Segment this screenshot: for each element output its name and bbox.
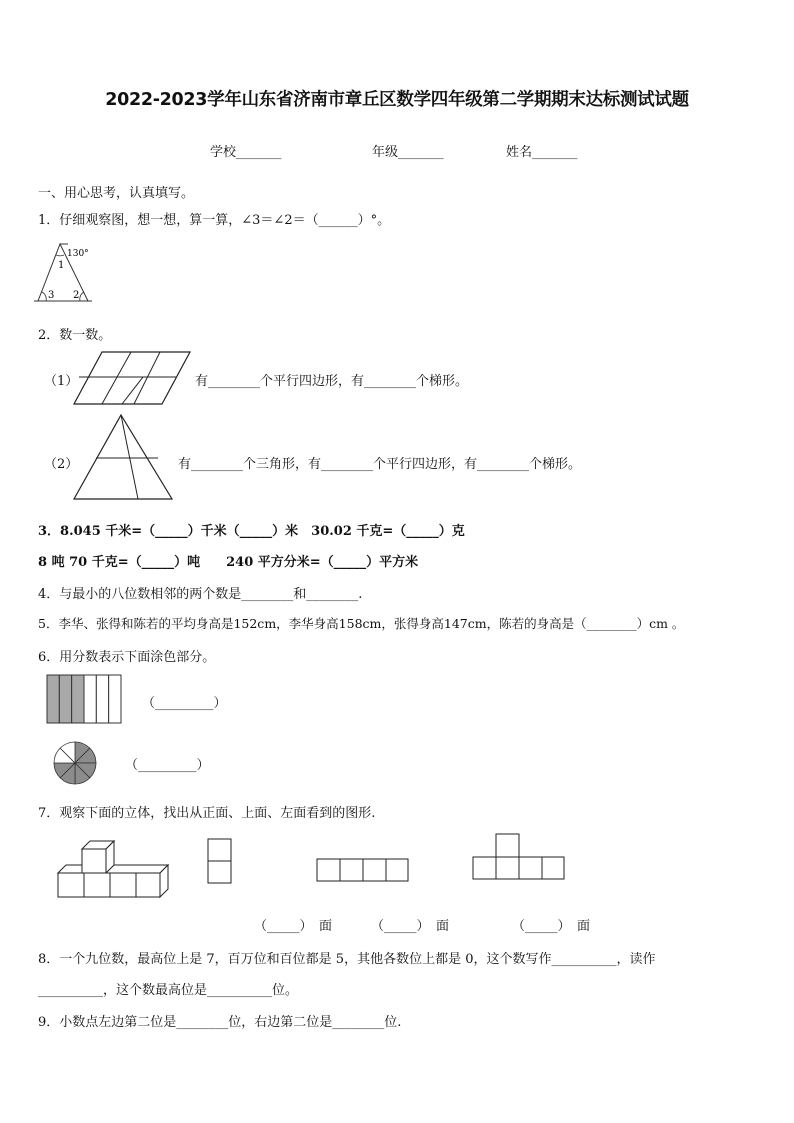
question-3-line-2: 8 吨 70 千克=（_____）吨 240 平方分米=（_____）平方米 <box>38 555 419 570</box>
question-8-line-2: __________，这个数最高位是__________位。 <box>38 983 299 998</box>
school-field: 学校_______ <box>210 145 282 160</box>
blank-strip <box>109 675 121 723</box>
angle-3-label: 3 <box>48 290 55 301</box>
question-6: 6．用分数表示下面涂色部分。 <box>38 650 216 665</box>
page-title: 2022-2023学年山东省济南市章丘区数学四年级第二学期期末达标测试试题 <box>105 90 689 110</box>
question-8-line-1: 8．一个九位数，最高位上是 7，百万位和百位都是 5，其他各数位上都是 0，这个数写作__________，读作 <box>38 952 656 967</box>
question-1: 1．仔细观察图，想一想，算一算，∠3＝∠2＝（______）°。 <box>38 213 391 228</box>
q2-part1-text: 有________个平行四边形，有________个梯形。 <box>195 374 469 389</box>
angle-1-label: 1 <box>58 260 65 271</box>
shaded-circle-figure <box>52 740 98 786</box>
q2-part2-label: （2） <box>44 457 79 472</box>
question-7: 7．观察下面的立体，找出从正面、上面、左面看到的图形. <box>38 806 376 821</box>
question-9: 9．小数点左边第二位是________位，右边第二位是________位. <box>38 1015 402 1030</box>
triangle-count-figure <box>74 413 174 501</box>
parallelogram-figure <box>74 350 192 406</box>
q7-answer-3: （_____） 面 <box>512 919 591 934</box>
shaded-rectangle-figure <box>46 674 122 724</box>
solid-cubes-figure <box>56 838 170 900</box>
q7-answer-1: （_____） 面 <box>254 919 333 934</box>
shaded-strip <box>47 675 59 723</box>
shaded-strip <box>59 675 71 723</box>
blank-strip <box>84 675 96 723</box>
q7-answer-2: （_____） 面 <box>371 919 450 934</box>
question-5: 5．李华、张得和陈若的平均身高是152cm，李华身高158cm，张得身高147cm，陈若的身高是（________）cm 。 <box>38 616 685 631</box>
q2-part1-label: （1） <box>44 374 79 389</box>
view-c-figure <box>472 832 566 882</box>
view-a-figure <box>207 838 233 886</box>
view-b-figure <box>316 858 410 884</box>
q6-answer-1: （_________） <box>142 696 227 711</box>
grade-field: 年级_______ <box>372 145 444 160</box>
triangle-angle-figure <box>34 240 104 306</box>
question-2: 2．数一数。 <box>38 328 112 343</box>
q2-part2-text: 有________个三角形，有________个平行四边形，有________个梯形。 <box>178 457 582 472</box>
section-heading: 一、用心思考，认真填写。 <box>38 186 195 201</box>
shaded-strip <box>72 675 84 723</box>
q6-answer-2: （_________） <box>125 758 210 773</box>
angle-label: 130° <box>67 249 89 259</box>
blank-strip <box>96 675 108 723</box>
question-4: 4．与最小的八位数相邻的两个数是________和________. <box>38 587 363 602</box>
question-3-line-1: 3．8.045 千米=（_____）千米（_____）米 30.02 千克=（_____）克 <box>38 524 465 539</box>
name-field: 姓名_______ <box>506 145 578 160</box>
angle-2-label: 2 <box>73 290 80 301</box>
